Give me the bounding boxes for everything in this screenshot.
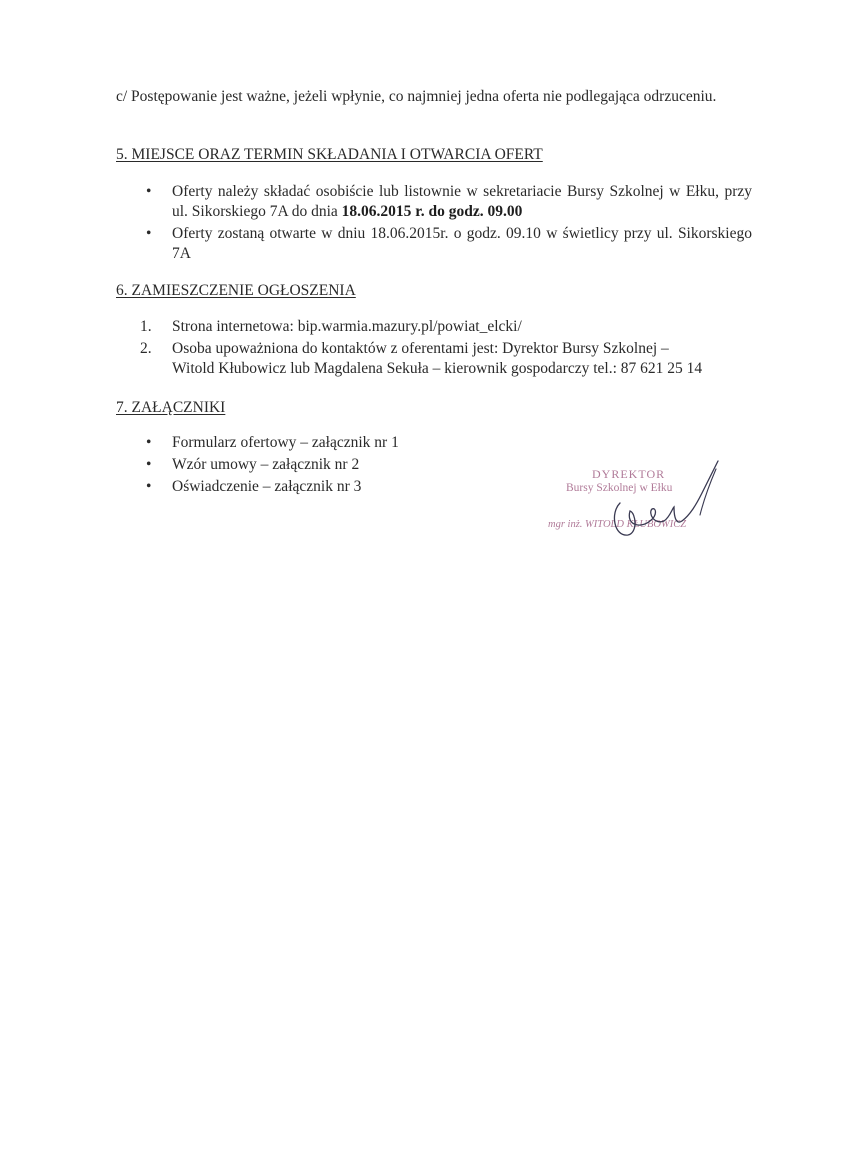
list-item (140, 224, 752, 264)
list-item-text-line-2: Witold Kłubowicz lub Magdalena Sekuła – kierownik gospodarczy tel.: 87 621 25 14 (172, 360, 703, 377)
list-item-text: Oświadczenie – załącznik nr 3 (172, 478, 362, 495)
list-item-text: Strona internetowa: bip.warmia.mazury.pl/powiat_elcki/ (172, 318, 522, 335)
bullet-icon: • (146, 456, 152, 473)
list-item (140, 339, 752, 379)
stamp-name: mgr inż. WITOLD KŁUBOWICZ (548, 519, 687, 530)
list-item (140, 182, 752, 222)
list-item-text: Wzór umowy – załącznik nr 2 (172, 456, 360, 473)
section-6-list (140, 317, 752, 381)
list-item-text-line-1: Osoba upoważniona do kontaktów z oferentami jest: Dyrektor Bursy Szkolnej – (172, 340, 669, 357)
list-number: 2. (140, 340, 152, 357)
bullet-icon: • (146, 183, 152, 200)
stamp-title: DYREKTOR (592, 467, 666, 481)
section-5-list (140, 182, 752, 266)
director-stamp (540, 455, 740, 555)
stamp-institution: Bursy Szkolnej w Ełku (566, 482, 673, 494)
list-item-text: Formularz ofertowy – załącznik nr 1 (172, 434, 399, 451)
list-item (140, 433, 752, 453)
bullet-icon: • (146, 225, 152, 242)
deadline-text: 18.06.2015 r. do godz. 09.00 (341, 203, 523, 220)
bullet-icon: • (146, 478, 152, 495)
list-number: 1. (140, 318, 152, 335)
list-item-text: Oferty zostaną otwarte w dniu 18.06.2015r. o godz. 09.10 w świetlicy przy ul. Sikorskiego 7A (172, 225, 752, 262)
signature-icon (540, 455, 740, 555)
section-6-heading: 6. ZAMIESZCZENIE OGŁOSZENIA (116, 282, 356, 299)
list-item (140, 317, 752, 337)
section-5-heading: 5. MIEJSCE ORAZ TERMIN SKŁADANIA I OTWARCIA OFERT (116, 146, 543, 163)
bullet-icon: • (146, 434, 152, 451)
list-item-text: Oferty należy składać osobiście lub listownie w sekretariacie Bursy Szkolnej w Ełku, przy ul. Sikorskiego 7A do dnia (172, 183, 752, 220)
intro-paragraph: c/ Postępowanie jest ważne, jeżeli wpłynie, co najmniej jedna oferta nie podlegająca odrzuceniu. (116, 88, 717, 105)
section-7-heading: 7. ZAŁĄCZNIKI (116, 399, 226, 416)
